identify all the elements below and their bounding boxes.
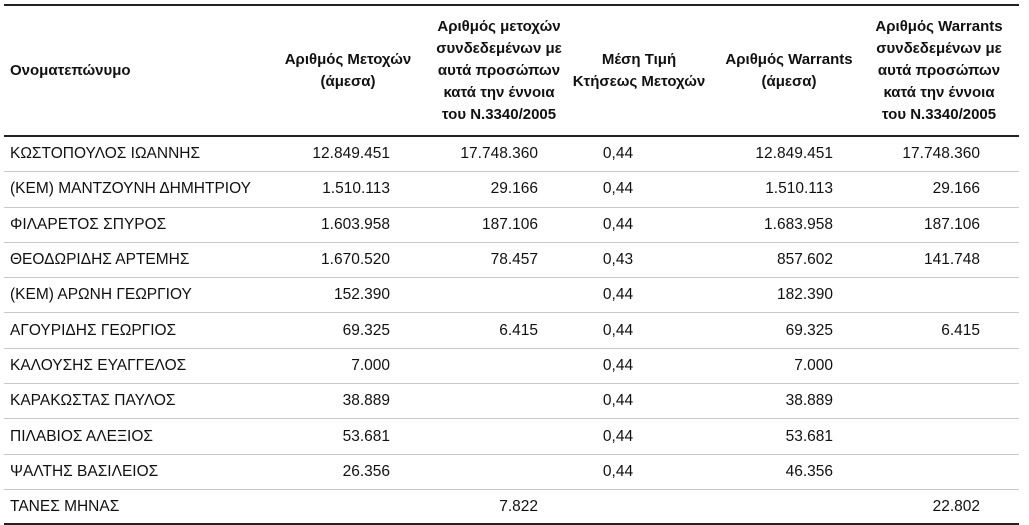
cell-shares: 1.603.958 [321,215,390,233]
cell-related-shares [434,455,538,489]
cell-related-shares [434,278,538,312]
cell-related-warrants [874,455,980,489]
cell-related-shares: 7.822 [499,497,538,515]
cell-avg-price: 0,43 [602,251,634,269]
cell-name: ΑΓΟΥΡΙΔΗΣ ΓΕΩΡΓΙΟΣ [10,321,177,339]
table-row [4,313,1019,348]
table-row [4,278,1019,313]
cell-name: ΦΙΛΑΡΕΤΟΣ ΣΠΥΡΟΣ [10,215,167,233]
cell-related-shares [434,349,538,383]
table-row [4,137,1019,172]
cell-warrants: 7.000 [794,356,833,374]
cell-related-shares: 17.748.360 [460,145,538,163]
cell-related-warrants: 141.748 [923,251,980,269]
cell-warrants: 12.849.451 [755,145,833,163]
cell-avg-price: 0,44 [602,180,634,198]
header-related-warrants-cell [859,7,1019,135]
cell-shares: 53.681 [342,427,390,445]
cell-avg-price [584,490,652,523]
cell-shares: 7.000 [351,356,390,374]
cell-related-warrants: 6.415 [941,321,980,339]
header-related-shares: Αριθμός μετοχών συνδεδεμένων με αυτά προσώπων κατά την έννοια του Ν.3340/2005 [436,18,562,123]
cell-related-shares: 78.457 [490,251,538,269]
cell-warrants: 857.602 [776,251,833,269]
table-header [4,7,1019,135]
cell-warrants: 1.510.113 [765,180,833,198]
cell-related-warrants [874,384,980,418]
cell-related-shares: 187.106 [481,215,538,233]
cell-shares: 1.510.113 [322,180,390,198]
table-row [4,349,1019,384]
header-name: Ονοματεπώνυμο [10,62,131,79]
header-warrants-cell [714,7,864,135]
table-row [4,172,1019,207]
table-top-rule [4,4,1019,6]
cell-name: (ΚΕΜ) ΑΡΩΝΗ ΓΕΩΡΓΙΟΥ [10,286,192,304]
cell-shares: 12.849.451 [312,145,390,163]
cell-related-warrants: 17.748.360 [902,145,980,163]
table-row [4,455,1019,490]
cell-name: ΠΙΛΑΒΙΟΣ ΑΛΕΞΙΟΣ [10,427,153,445]
table-body [4,137,1019,525]
cell-avg-price: 0,44 [602,427,634,445]
cell-related-shares: 6.415 [499,321,538,339]
cell-related-warrants: 187.106 [923,215,980,233]
cell-warrants: 69.325 [785,321,833,339]
cell-related-shares: 29.166 [490,180,538,198]
table-row [4,419,1019,454]
cell-related-warrants [874,349,980,383]
cell-warrants: 53.681 [785,427,833,445]
cell-name: ΚΩΣΤΟΠΟΥΛΟΣ ΙΩΑΝΝΗΣ [10,145,201,163]
cell-related-shares [434,419,538,453]
header-shares-cell [272,7,424,135]
cell-warrants: 46.356 [785,462,833,480]
cell-avg-price: 0,44 [602,215,634,233]
cell-name: (ΚΕΜ) ΜΑΝΤΖΟΥΝΗ ΔΗΜΗΤΡΙΟΥ [10,180,251,198]
cell-related-warrants [874,278,980,312]
cell-name: ΨΑΛΤΗΣ ΒΑΣΙΛΕΙΟΣ [10,462,159,480]
header-avg-price: Μέση Τιμή Κτήσεως Μετοχών [572,51,706,90]
cell-shares: 152.390 [333,286,390,304]
table-row [4,384,1019,419]
cell-avg-price: 0,44 [602,145,634,163]
cell-shares: 1.670.520 [321,251,390,269]
cell-name: ΘΕΟΔΩΡΙΔΗΣ ΑΡΤΕΜΗΣ [10,251,190,269]
header-name-cell [10,7,210,135]
cell-shares: 69.325 [342,321,390,339]
header-related-shares-cell [424,7,574,135]
cell-warrants: 38.889 [785,392,833,410]
cell-shares [274,490,390,523]
cell-related-warrants: 29.166 [932,180,980,198]
cell-related-shares [434,384,538,418]
cell-warrants: 182.390 [776,286,833,304]
cell-shares: 26.356 [342,462,390,480]
header-warrants: Αριθμός Warrants (άμεσα) [725,51,853,90]
table-row [4,490,1019,525]
header-shares: Αριθμός Μετοχών (άμεσα) [284,51,412,90]
cell-avg-price: 0,44 [602,392,634,410]
cell-warrants [719,490,833,523]
cell-avg-price: 0,44 [602,462,634,480]
cell-name: ΚΑΛΟΥΣΗΣ ΕΥΑΓΓΕΛΟΣ [10,356,187,374]
cell-related-warrants: 22.802 [932,497,980,515]
cell-name: ΤΑΝΕΣ ΜΗΝΑΣ [10,497,120,515]
cell-warrants: 1.683.958 [764,215,833,233]
cell-name: ΚΑΡΑΚΩΣΤΑΣ ΠΑΥΛΟΣ [10,392,176,410]
header-avg-price-cell [564,7,714,135]
cell-shares: 38.889 [342,392,390,410]
header-related-warrants: Αριθμός Warrants συνδεδεμένων με αυτά προσώπων κατά την έννοια του Ν.3340/2005 [875,18,1003,123]
cell-avg-price: 0,44 [602,356,634,374]
cell-avg-price: 0,44 [602,286,634,304]
cell-related-warrants [874,419,980,453]
cell-avg-price: 0,44 [602,321,634,339]
table-row [4,243,1019,278]
table-row [4,208,1019,243]
